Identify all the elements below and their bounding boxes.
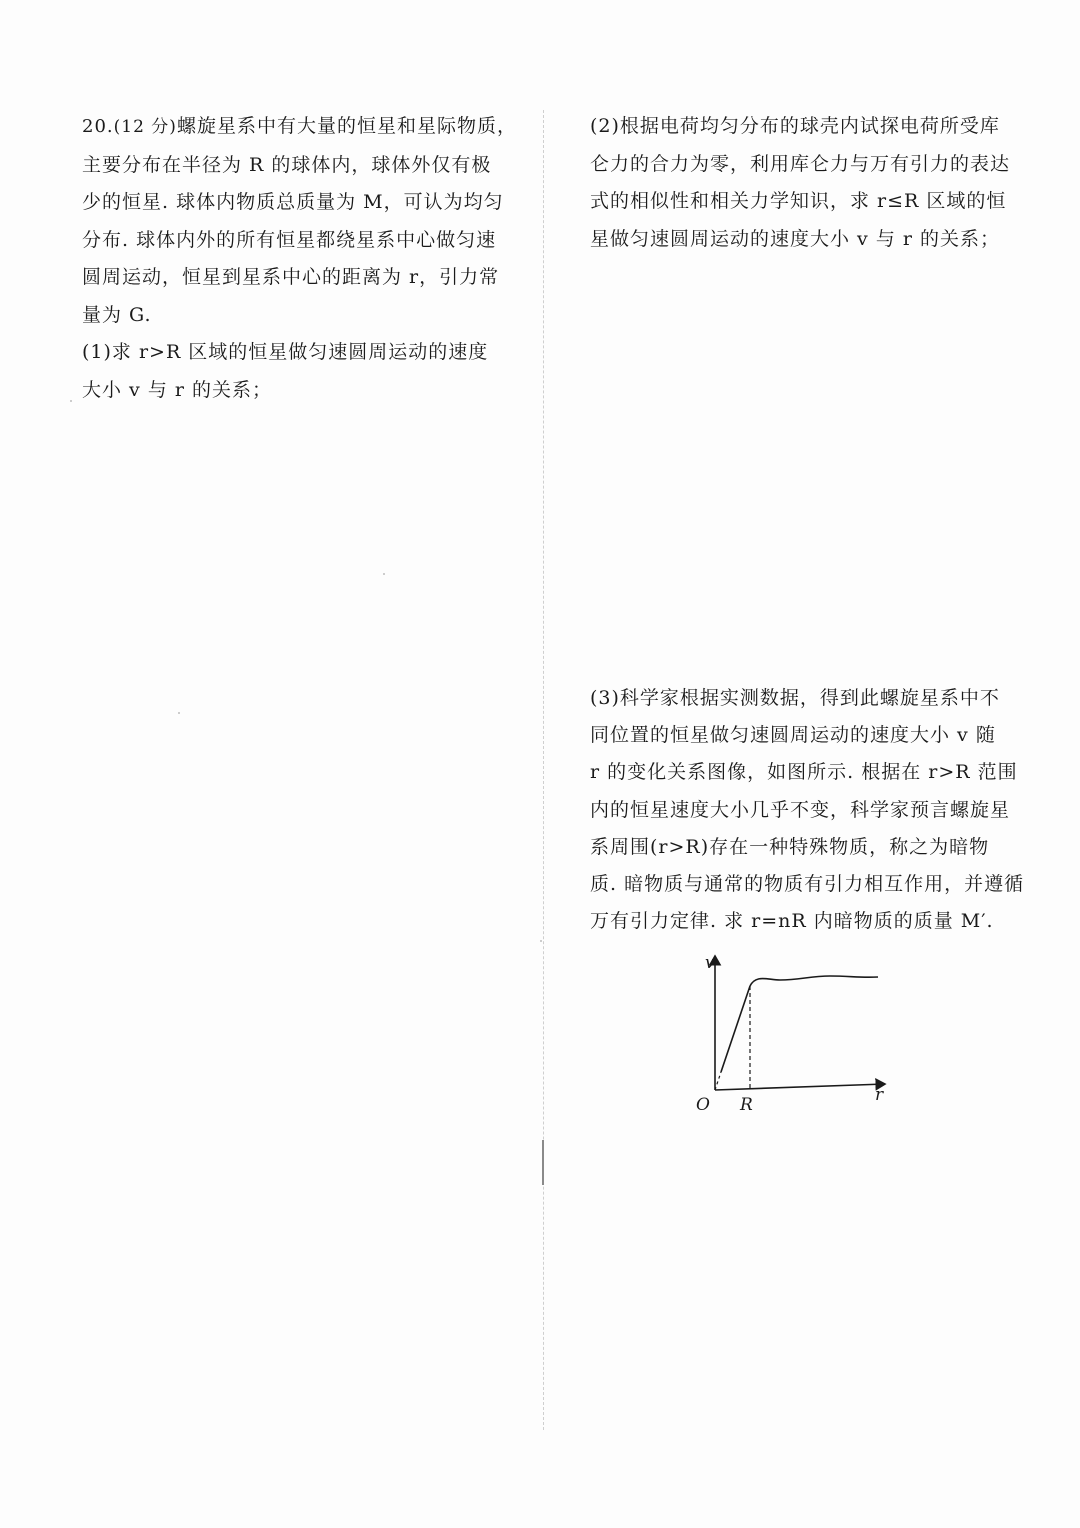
intro-line-5: 量为 G. — [82, 303, 152, 326]
r-mark-label: R — [740, 1095, 753, 1115]
origin-dash — [715, 1072, 721, 1090]
part3-line-0: (3)科学家根据实测数据，得到此螺旋星系中不 — [590, 687, 1000, 709]
part1-line-1: 大小 v 与 r 的关系； — [82, 378, 272, 401]
part3-line-6: 万有引力定律. 求 r=nR 内暗物质的质量 M′. — [590, 910, 994, 933]
part3-line-4: 系周围(r>R)存在一种特殊物质，称之为暗物 — [590, 835, 990, 858]
speck — [70, 400, 72, 402]
part3-line-2: r 的变化关系图像，如图所示. 根据在 r>R 范围 — [590, 761, 1018, 784]
question-score: (12 分) — [113, 117, 177, 137]
intro-line-4: 圆周运动，恒星到星系中心的距离为 r，引力常 — [82, 266, 500, 288]
rising-curve — [721, 986, 750, 1072]
column-divider — [543, 110, 544, 1430]
question-number: 20. — [82, 116, 114, 137]
intro-line-3: 分布. 球体内外的所有恒星都绕星系中心做匀速 — [82, 228, 497, 251]
speck — [178, 712, 180, 714]
flat-curve — [750, 976, 878, 986]
origin-label: O — [696, 1095, 710, 1115]
part3-line-1: 同位置的恒星做匀速圆周运动的速度大小 v 随 — [590, 724, 996, 747]
y-axis-label: v — [705, 953, 715, 973]
question-intro — [82, 108, 537, 334]
column-divider-mark — [542, 1140, 544, 1185]
speck — [383, 573, 385, 575]
x-axis-label: r — [875, 1085, 884, 1105]
intro-line-2: 少的恒星. 球体内物质总质量为 M，可认为均匀 — [82, 191, 504, 213]
part3-line-3: 内的恒星速度大小几乎不变，科学家预言螺旋星 — [590, 798, 1011, 821]
part2-line-0: (2)根据电荷均匀分布的球壳内试探电荷所受库 — [590, 115, 1000, 137]
part2-line-2: 式的相似性和相关力学知识，求 r≤R 区域的恒 — [590, 190, 1007, 212]
part-2 — [590, 108, 1030, 258]
x-axis — [715, 1084, 885, 1090]
left-column — [82, 108, 537, 409]
velocity-radius-graph — [690, 950, 900, 1120]
right-column — [590, 108, 1030, 258]
intro-line-1: 主要分布在半径为 R 的球体内，球体外仅有极 — [82, 153, 492, 176]
velocity-radius-figure — [690, 950, 900, 1120]
part-3 — [590, 680, 1030, 940]
intro-text-0: 螺旋星系中有大量的恒星和星际物质， — [176, 115, 517, 137]
part3-line-5: 质. 暗物质与通常的物质有引力相互作用，并遵循 — [590, 873, 1025, 896]
intro-line-0 — [82, 108, 537, 147]
speck — [540, 940, 542, 942]
part-1 — [82, 334, 537, 409]
part2-line-3: 星做匀速圆周运动的速度大小 v 与 r 的关系； — [590, 227, 1000, 250]
part2-line-1: 仑力的合力为零，利用库仑力与万有引力的表达 — [590, 152, 1011, 175]
part1-line-0: (1)求 r>R 区域的恒星做匀速圆周运动的速度 — [82, 341, 489, 363]
